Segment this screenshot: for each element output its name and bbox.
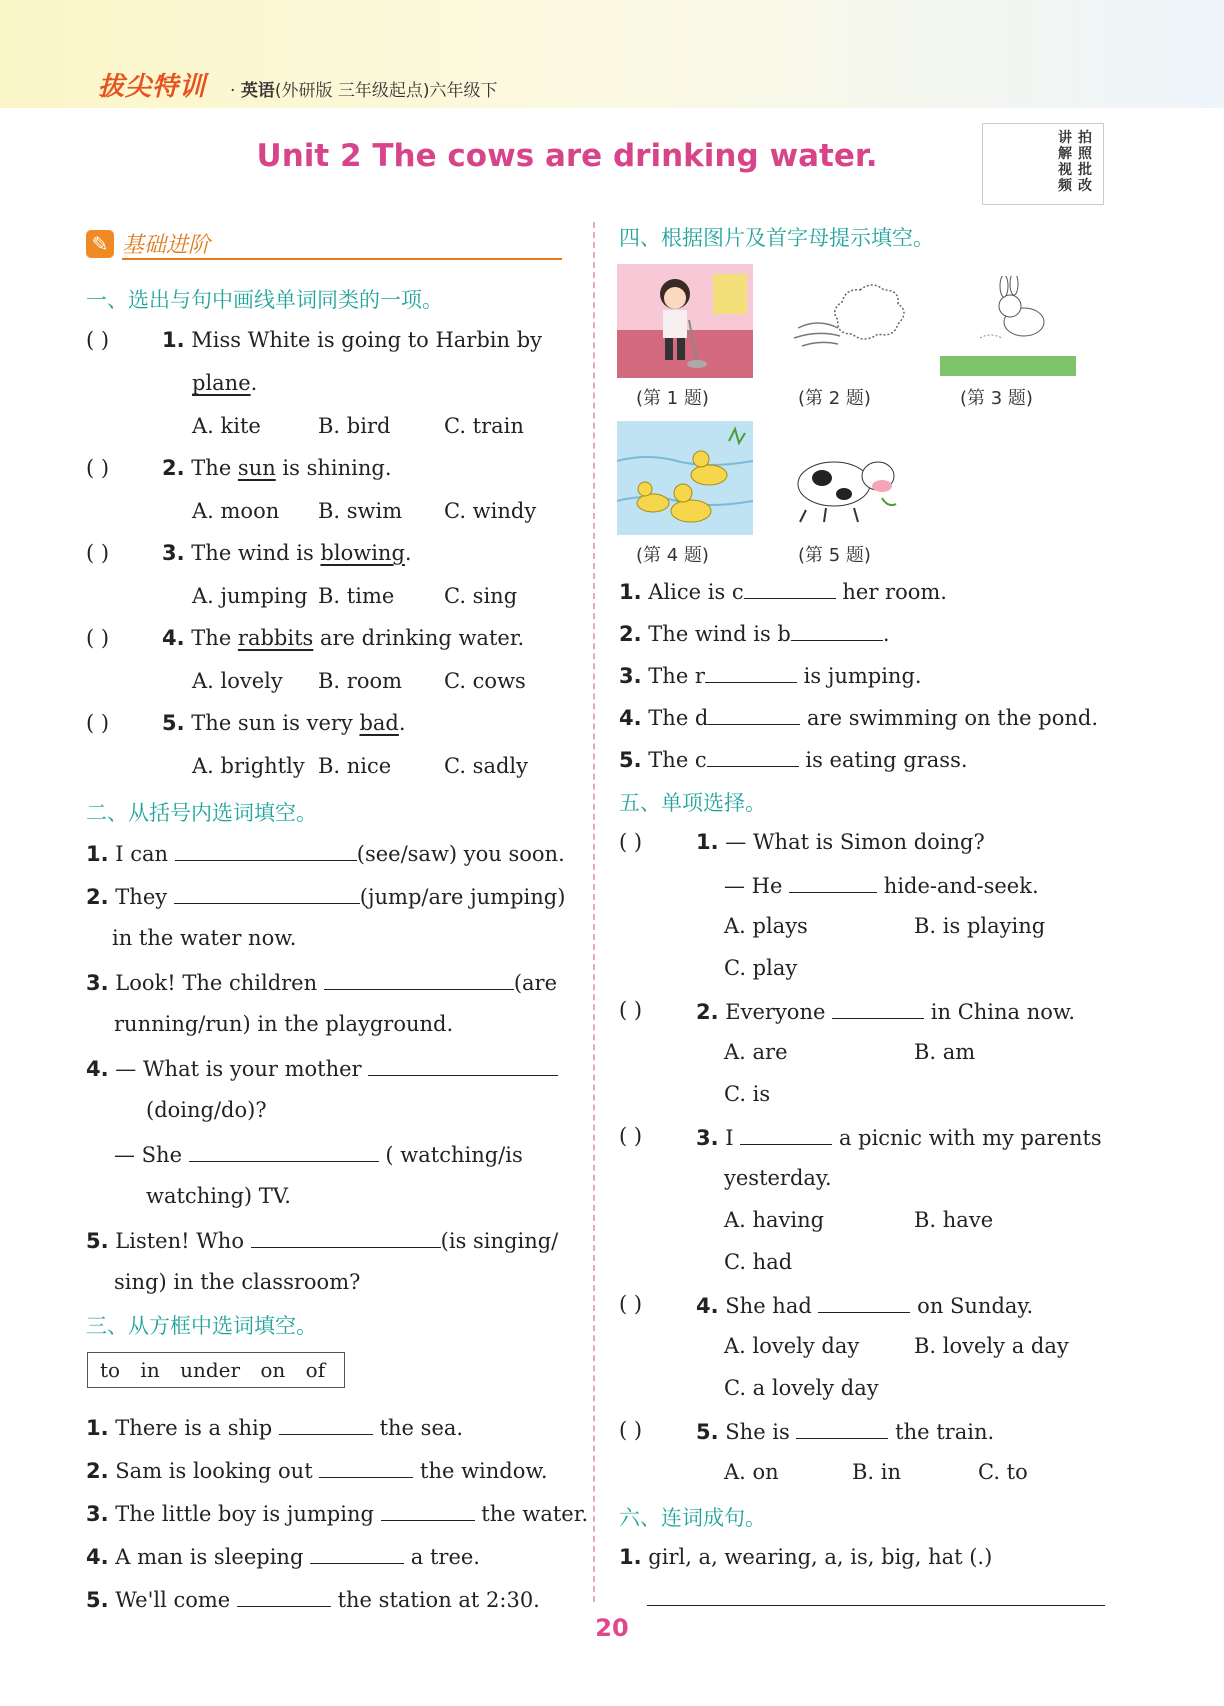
question-number: 5. [162,711,185,735]
answer-blank[interactable] [319,1457,413,1478]
option[interactable]: C. had [724,1250,793,1274]
line-text: The wind is b [648,622,791,646]
question-text [696,1124,1102,1150]
answer-blank[interactable] [740,1124,832,1145]
question-number: 1. [619,1545,642,1569]
answer-blank[interactable] [175,840,357,861]
part6-heading: 六、连词成句。 [619,1506,766,1530]
underlined-word: blowing [320,541,405,565]
fill-line [86,1543,480,1569]
option[interactable]: C. is [724,1082,771,1106]
picture-rabbit [940,276,1076,376]
question-number: 3. [86,971,109,995]
answer-blank[interactable] [251,1227,441,1248]
question-number: 4. [162,626,185,650]
fill-line [86,840,565,866]
underlined-word: sun [237,456,276,480]
answer-blank[interactable] [708,704,800,725]
question-post: is shining. [275,456,392,480]
answer-blank[interactable] [237,1586,331,1607]
question-number: 4. [696,1294,719,1318]
question-pre: The [191,456,238,480]
underlined-word: rabbits [237,626,314,650]
question-text [162,541,412,565]
fill-line [619,704,1098,730]
part5-heading: 五、单项选择。 [619,791,766,815]
question-number: 2. [86,1459,109,1483]
answer-blank[interactable] [707,746,799,767]
question-text-cont [724,872,1039,898]
picture-cow [786,438,906,528]
question-number: 2. [619,622,642,646]
option[interactable]: B. bird [318,414,391,438]
line-text: They [115,885,168,909]
fill-line-cont: in the water now. [112,926,297,950]
line-text-b: a tree. [410,1545,480,1569]
qr-label: 讲 [1058,130,1072,146]
line-text-b: are swimming on the pond. [807,706,1099,730]
line-text: The r [648,664,705,688]
question-text-b: in China now. [930,1000,1076,1024]
question-number: 4. [86,1545,109,1569]
question-text-b: a picnic with my parents [838,1126,1102,1150]
question-pre: The wind is [191,541,321,565]
section-label: 基础进阶 [122,233,211,258]
answer-blank[interactable] [705,662,797,683]
qr-code-box[interactable] [982,123,1104,205]
question-number: 3. [162,541,185,565]
question-pre: The sun is very [191,711,360,735]
option[interactable]: B. am [914,1040,976,1064]
option[interactable]: A. plays [724,914,808,938]
section-underline [122,258,562,260]
answer-paren[interactable]: ( ) [86,541,110,565]
question-text-a: — What is Simon doing? [725,830,985,854]
answer-blank[interactable] [174,883,360,904]
picture-caption: (第 1 题) [636,388,709,409]
question-text [162,456,392,480]
option[interactable]: C. train [444,414,524,438]
word-box: to in under on of [87,1352,345,1388]
subject: 英语 [240,81,275,101]
question-text [162,626,524,650]
option[interactable]: B. have [914,1208,994,1232]
qr-label: 解 [1058,146,1072,162]
fill-line [619,620,890,646]
option[interactable]: C. cows [444,669,526,693]
question-text [162,328,542,352]
question-text-cont: yesterday. [724,1166,832,1190]
part1-heading: 一、选出与句中画线单词同类的一项。 [86,288,443,312]
fill-line-cont: (doing/do)? [146,1098,267,1122]
line-text: Sam is looking out [115,1459,313,1483]
question-text-a: She had [725,1294,812,1318]
question-post: . [404,541,412,565]
option[interactable]: B. is playing [914,914,1046,938]
option[interactable]: C. play [724,956,798,980]
question-text [696,830,985,854]
option[interactable]: B. in [852,1460,902,1484]
line-text-b: her room. [842,580,947,604]
answer-blank[interactable] [744,578,836,599]
question-number: 5. [619,748,642,772]
line-text-b: ( watching/is [385,1143,523,1167]
question-number: 2. [162,456,185,480]
line-text-b: the station at 2:30. [337,1588,540,1612]
option[interactable]: A. lovely [192,669,283,693]
picture-ducks [617,421,753,535]
fill-line-cont: sing) in the classroom? [114,1270,361,1294]
scramble-words: girl, a, wearing, a, is, big, hat (.) [648,1545,993,1569]
picture-caption: (第 3 题) [960,388,1033,409]
qr-label: 照 [1078,146,1092,162]
answer-blank[interactable] [818,1292,910,1313]
question-number: 3. [696,1126,719,1150]
option[interactable]: B. swim [318,499,403,523]
fill-line [86,883,565,909]
question-pre: The [191,626,238,650]
qr-label: 视 [1058,162,1072,178]
line-text-b: the sea. [379,1416,464,1440]
question-text [696,1292,1033,1318]
fill-line [86,1227,558,1253]
page-number: 20 [595,1614,629,1642]
question-number: 2. [696,1000,719,1024]
option[interactable]: A. moon [192,499,280,523]
option[interactable]: B. room [318,669,403,693]
column-divider [593,222,595,1602]
option[interactable]: A. jumping [192,584,308,608]
option[interactable]: A. having [724,1208,825,1232]
header-dot: · [230,81,236,101]
question-post: . [398,711,406,735]
fill-line-cont: running/run) in the playground. [114,1012,454,1036]
answer-blank[interactable] [796,1418,888,1439]
question-text-cont [192,371,257,395]
question-text-a: Everyone [725,1000,826,1024]
pencil-icon: ✎ [86,230,114,258]
question-number: 2. [86,885,109,909]
answer-paren[interactable]: ( ) [86,626,110,650]
line-text-b: is eating grass. [805,748,968,772]
line-text-b: . [882,622,890,646]
question-text-a: I [725,1126,734,1150]
question-number: 5. [86,1588,109,1612]
answer-blank[interactable] [381,1500,475,1521]
answer-paren[interactable]: ( ) [86,456,110,480]
answer-blank[interactable] [368,1055,558,1076]
question-text [696,1418,994,1444]
qr-label: 拍 [1078,130,1092,146]
line-text-b: (is singing/ [440,1229,559,1253]
option[interactable]: C. sing [444,584,518,608]
line-text-b: is jumping. [803,664,922,688]
option[interactable]: C. windy [444,499,537,523]
line-text-b: (jump/are jumping) [359,885,566,909]
picture-girl-cleaning [617,264,753,378]
answer-blank[interactable] [789,872,877,893]
option[interactable]: A. brightly [192,754,305,778]
answer-paren[interactable]: ( ) [619,1124,643,1148]
fill-line [86,1586,540,1612]
option[interactable]: B. nice [318,754,392,778]
answer-blank[interactable] [791,620,883,641]
question-post: . [250,371,258,395]
line-text: The little boy is jumping [115,1502,374,1526]
question-text-a: She is [725,1420,790,1444]
picture-caption: (第 2 题) [798,388,871,409]
fill-line [86,1457,548,1483]
line-text-b: the water. [481,1502,589,1526]
qr-label: 批 [1078,162,1092,178]
question-number: 3. [619,664,642,688]
question-number: 5. [86,1229,109,1253]
option[interactable]: A. kite [192,414,261,438]
question-text [162,711,406,735]
book-title [230,76,497,101]
answer-paren[interactable]: ( ) [86,328,110,352]
fill-line [86,1055,558,1081]
line-text-b: the window. [420,1459,548,1483]
picture-caption: (第 5 题) [798,545,871,566]
answer-paren[interactable]: ( ) [619,998,643,1022]
answer-paren[interactable]: ( ) [619,1292,643,1316]
question-pre: Miss White is going to Harbin by [191,328,543,352]
scramble-line [619,1545,992,1569]
question-text [696,998,1075,1024]
unit-title: Unit 2 The cows are drinking water. [256,138,878,174]
fill-line [86,1414,463,1440]
part3-heading: 三、从方框中选词填空。 [86,1314,317,1338]
line-text: Alice is c [648,580,744,604]
option[interactable]: C. to [978,1460,1028,1484]
fill-line [86,1500,588,1526]
answer-blank[interactable] [279,1414,373,1435]
qr-label: 改 [1078,178,1092,194]
answer-blank[interactable] [189,1141,379,1162]
question-number: 1. [86,842,109,866]
fill-line [86,969,557,995]
option[interactable]: A. on [724,1460,779,1484]
answer-paren[interactable]: ( ) [619,830,643,854]
fill-line [619,746,968,772]
picture-wind [790,280,910,360]
line-text: Look! The children [115,971,318,995]
fill-line [114,1141,523,1167]
option[interactable]: A. are [724,1040,788,1064]
answer-blank[interactable] [310,1543,404,1564]
option[interactable]: C. sadly [444,754,528,778]
line-text: We'll come [115,1588,231,1612]
question-number: 1. [162,328,185,352]
question-number: 4. [86,1057,109,1081]
edition: (外研版 三年级起点)六年级下 [274,81,498,101]
brand-logo: 拔尖特训 [98,72,207,102]
line-text: The c [648,748,707,772]
question-text-b: on Sunday. [917,1294,1034,1318]
question-text-b: the train. [895,1420,995,1444]
line-text: I can [115,842,169,866]
section-badge [86,228,566,262]
question-post: are drinking water. [313,626,525,650]
line-text: There is a ship [115,1416,273,1440]
answer-paren[interactable]: ( ) [86,711,110,735]
line-text: The d [648,706,709,730]
picture-caption: (第 4 题) [636,545,709,566]
line-text: Listen! Who [115,1229,244,1253]
answer-blank[interactable] [324,969,514,990]
part2-heading: 二、从括号内选词填空。 [86,801,317,825]
question-number: 4. [619,706,642,730]
line-text: — She [114,1143,183,1167]
qr-label: 频 [1058,178,1072,194]
qr-labels [1055,130,1095,194]
line-text: A man is sleeping [115,1545,304,1569]
line-text-b: (are [513,971,558,995]
question-text-a: — He [724,874,783,898]
underlined-word: plane [192,371,251,395]
option[interactable]: B. time [318,584,395,608]
answer-line[interactable] [647,1605,1105,1606]
option[interactable]: C. a lovely day [724,1376,879,1400]
question-number: 5. [696,1420,719,1444]
line-text-b: (see/saw) you soon. [356,842,565,866]
option[interactable]: B. lovely a day [914,1334,1069,1358]
question-number: 3. [86,1502,109,1526]
question-text-b: hide-and-seek. [883,874,1039,898]
fill-line [619,578,947,604]
answer-blank[interactable] [832,998,924,1019]
fill-line [619,662,922,688]
line-text: — What is your mother [115,1057,362,1081]
question-number: 1. [696,830,719,854]
option[interactable]: A. lovely day [724,1334,860,1358]
answer-paren[interactable]: ( ) [619,1418,643,1442]
fill-line-cont: watching) TV. [146,1184,291,1208]
underlined-word: bad [359,711,399,735]
part4-heading: 四、根据图片及首字母提示填空。 [619,226,934,250]
question-number: 1. [86,1416,109,1440]
question-number: 1. [619,580,642,604]
